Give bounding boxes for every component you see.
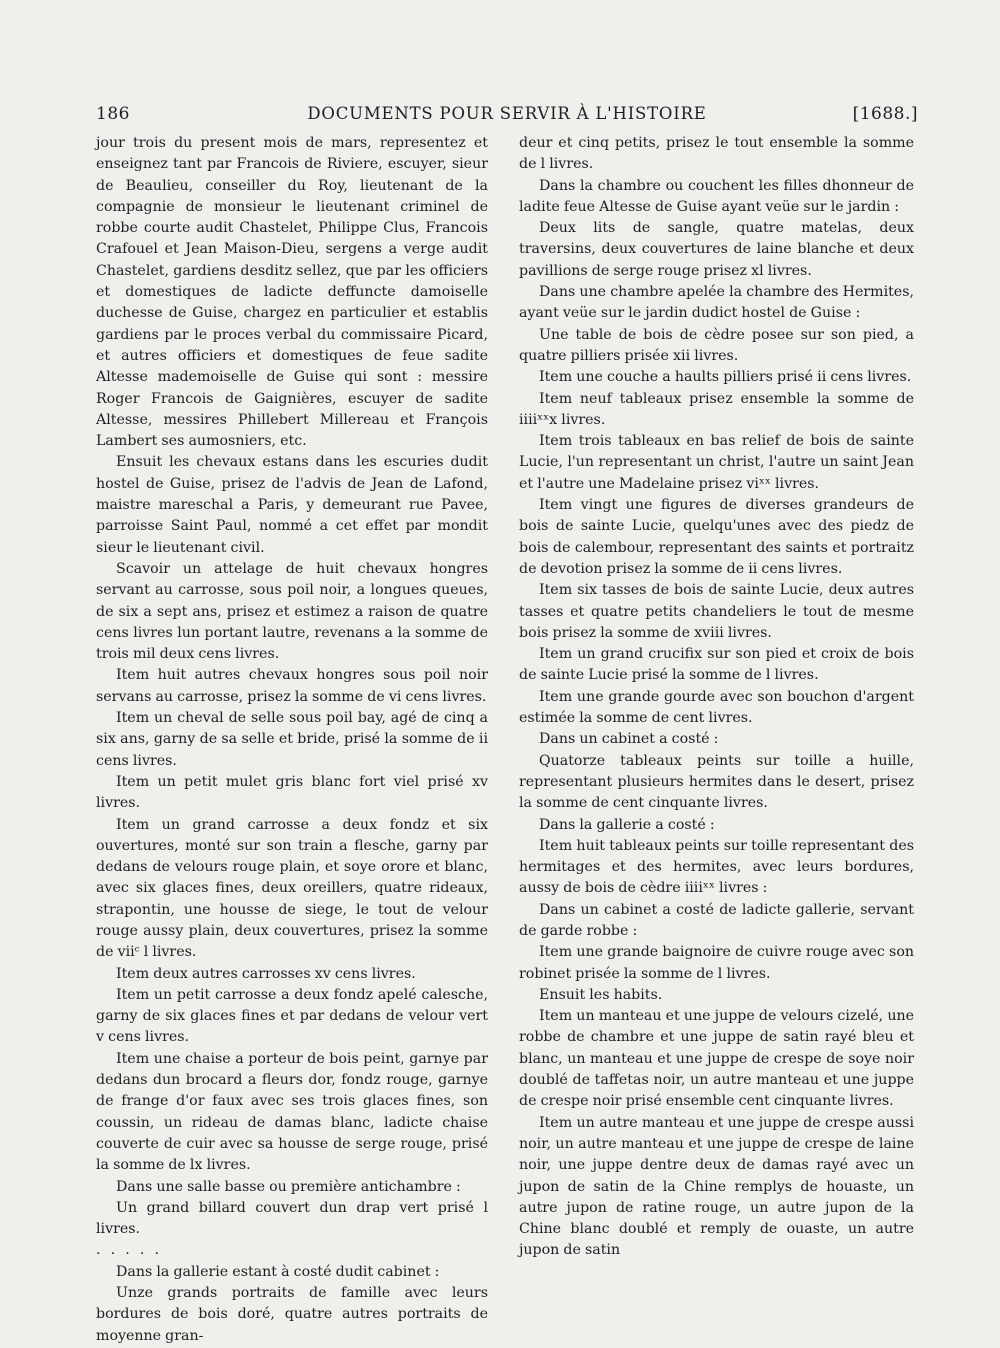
paragraph: Item un cheval de selle sous poil bay, agé de cinq a six ans, garny de sa selle et bride, prisé la somme de ii cens livres. [96, 710, 488, 769]
paragraph: Item deux autres carrosses xv cens livres. [116, 965, 416, 982]
paragraph: Item un autre manteau et une juppe de crespe aussi noir, un autre manteau et une juppe de crespe de laine noir, une juppe dentre deux de damas rayé avec un jupon de satin de la Chine remplys de houaste, un autre jupon de ratine rouge, un autre jupon de la Chine blanc doublé et remply de ouaste, un autre jupon de satin [519, 1114, 914, 1259]
paragraph: Dans une chambre apelée la chambre des Hermites, ayant veüe sur le jardin dudict hostel de Guise : [519, 284, 914, 322]
paragraph: Dans la gallerie estant à costé dudit cabinet : [116, 1263, 440, 1280]
paragraph: Unze grands portraits de famille avec leurs bordures de bois doré, quatre autres portraits de moyenne gran- [96, 1285, 488, 1344]
paragraph: Item huit autres chevaux hongres sous poil noir servans au carrosse, prisez la somme de vi cens livres. [96, 667, 488, 705]
paragraph: Item une grande gourde avec son bouchon d'argent estimée la somme de cent livres. [519, 688, 914, 727]
paragraph: Deux lits de sangle, quatre matelas, deux traversins, deux couvertures de laine blanche et deux pavillions de serge rouge prisez xl livres. [519, 220, 914, 279]
paragraph: Item neuf tableaux prisez ensemble la somme de iiiiˣˣx livres. [519, 390, 914, 428]
paragraph: Item une couche a haults pilliers prisé ii cens livres. [539, 369, 912, 386]
paragraph: Scavoir un attelage de huit chevaux hongres servant au carrosse, sous poil noir, a longues queues, de six a sept ans, prisez et estimez a raison de quatre cens livres lun portant lautre, revenans a la somme de trois mil deux cens livres. [96, 560, 488, 663]
paragraph: Item un grand carrosse a deux fondz et six ouvertures, monté sur son train a flesche, garny par dedans de velours rouge plain, et soye orore et blanc, avec six glaces fines, deux oreillers, quatre rideaux, strapontin, une housse de siege, le tout de velour rouge aussy plain, deux couvertures, prisez la somme de viiᶜ l livres. [96, 816, 488, 961]
paragraph: Item un petit carrosse a deux fondz apelé calesche, garny de six glaces fines et par dedans de velour vert v cens livres. [96, 986, 488, 1046]
paragraph: Item une grande baignoire de cuivre rouge avec son robinet prisée la somme de l livres. [519, 944, 914, 982]
paragraph: Ensuit les habits. [539, 986, 663, 1003]
paragraph: Item trois tableaux en bas relief de bois de sainte Lucie, l'un representant un christ, l'autre un saint Jean et l'autre une Madelaine prisez viˣˣ livres. [519, 433, 914, 492]
right-text-column [519, 133, 914, 1262]
paragraph: Dans une salle basse ou première antichambre : [116, 1178, 461, 1195]
paragraph: Item six tasses de bois de sainte Lucie, deux autres tasses et quatre petits chandeliers le tout de mesme bois prisez la somme de xviii livres. [519, 582, 914, 641]
paragraph: Item un manteau et une juppe de velours cizelé, une robbe de chambre et une juppe de satin rayé bleu et blanc, un manteau et une juppe de crespe de soye noir doublé de taffetas noir, un autre manteau et une juppe de crespe noir prisé ensemble cent cinquante livres. [519, 1008, 914, 1110]
header-year: [1688.] [852, 104, 918, 124]
paragraph: Item une chaise a porteur de bois peint, garnye par dedans dun brocard a fleurs dor, fondz rouge, garnye de frange d'or faux avec ses trois glaces fines, son coussin, un rideau de damas blanc, ladicte chaise couverte de cuir avec sa housse de serge rouge, prisé la somme de lx livres. [96, 1050, 488, 1174]
paragraph: Ensuit les chevaux estans dans les escuries dudit hostel de Guise, prisez de l'advis de Jean de Lafond, maistre mareschal a Paris, y demeurant rue Pavee, parroisse Saint Paul, nommé a cet effet par mondit sieur le lieutenant civil. [96, 454, 488, 556]
paragraph: Dans la gallerie a costé : [539, 816, 715, 833]
paragraph: Une table de bois de cèdre posee sur son pied, a quatre pilliers prisée xii livres. [519, 326, 914, 364]
paragraph: Quatorze tableaux peints sur toille a huille, representant plusieurs hermites dans le desert, prisez la somme de cent cinquante livres. [519, 752, 914, 812]
paragraph: Item vingt une figures de diverses grandeurs de bois de sainte Lucie, quelqu'unes avec des piedz de bois de calembour, representant des saints et portraitz de devotion prisez la somme de ii cens livres. [519, 497, 914, 577]
paragraph: Dans la chambre ou couchent les filles dhonneur de ladite feue Altesse de Guise ayant veüe sur le jardin : [519, 177, 914, 215]
paragraph: jour trois du present mois de mars, representez et enseignez tant par Francois de Riviere, escuyer, sieur de Beaulieu, conseiller du Roy, lieutenant de la compagnie de monsieur le lieutenant criminel de robbe courte audit Chastelet, Philippe Clus, Francois Crafouel et Jean Maison-Dieu, sergens a verge audit Chastelet, gardiens desditz sellez, que par les officiers et domestiques de ladicte deffuncte damoiselle duchesse de Guise, chargez en particulier et establis gardiens par le proces verbal du commissaire Picard, et autres officiers et domestiques de feue sadite Altesse mademoiselle de Guise qui sont : messire Roger Francois de Gaignières, escuyer de sadite Altesse, messires Phillebert Millereau et François Lambert ses aumosniers, etc. [96, 135, 488, 450]
paragraph: Item huit tableaux peints sur toille representant des hermitages et des hermites, avec leurs bordures, aussy de bois de cèdre iiiiˣˣ livres : [519, 837, 914, 897]
paragraph: deur et cinq petits, prisez le tout ensemble la somme de l livres. [519, 135, 914, 173]
running-header [96, 104, 918, 132]
paragraph: Un grand billard couvert dun drap vert prisé l livres. [96, 1199, 488, 1238]
paragraph: Dans un cabinet a costé de ladicte gallerie, servant de garde robbe : [519, 901, 914, 939]
page-number: 186 [96, 104, 130, 124]
running-title: DOCUMENTS POUR SERVIR À L'HISTOIRE [307, 104, 707, 123]
paragraph: Item un grand crucifix sur son pied et croix de bois de sainte Lucie prisé la somme de l livres. [519, 646, 914, 684]
paragraph: . . . . . [96, 1242, 162, 1259]
paragraph: Item un petit mulet gris blanc fort viel prisé xv livres. [96, 773, 488, 812]
left-text-column [96, 133, 488, 1347]
paragraph: Dans un cabinet a costé : [539, 731, 719, 748]
